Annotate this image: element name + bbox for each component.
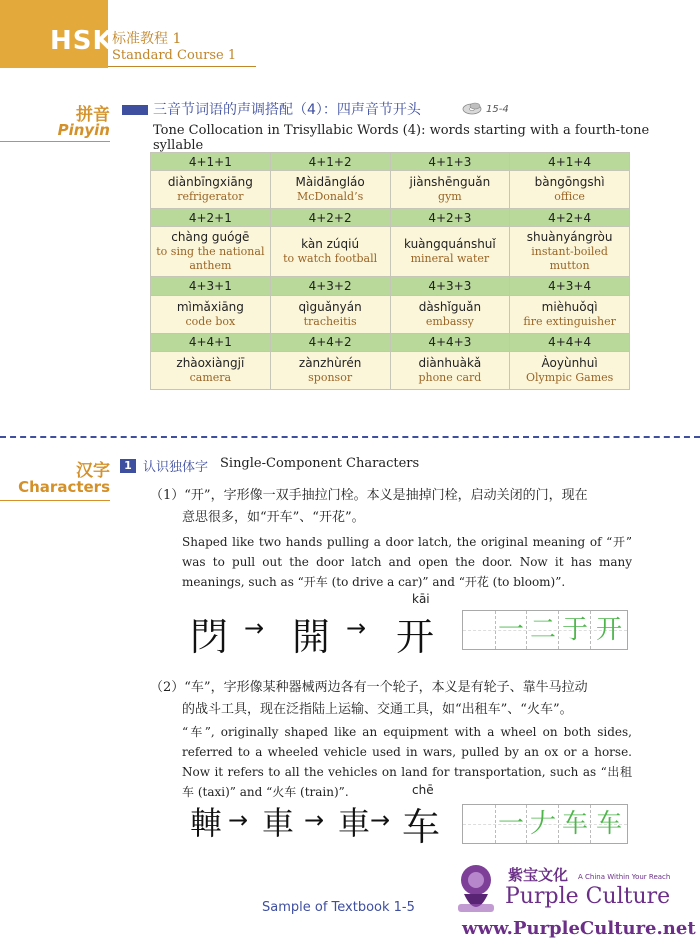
word-english: Olympic Games — [525, 370, 614, 384]
word-english: camera — [189, 370, 232, 384]
word-pinyin: jiànshēnguǎn — [409, 175, 491, 190]
header-title-en: Standard Course 1 — [112, 48, 237, 63]
word-cell — [510, 351, 630, 389]
stroke-step: 于 — [560, 611, 591, 649]
pinyin-title-cn: 三音节词语的声调搭配（4）：四声音节开头 — [153, 102, 421, 118]
word-pinyin: chàng guógē — [171, 230, 250, 245]
word-cell — [510, 227, 630, 277]
char-explanation-en: Shaped like two hands pulling a door latch, the original meaning of “开” was to pull out the door latch and open the door. Now it has many meanings, such as “开车 (to drive a car)” and “开花 (to bloom)”. — [182, 535, 632, 589]
cn-line: 意思很多，如“开车”、“开花”。 — [182, 510, 365, 525]
pinyin-label-cn: 拼音 — [76, 105, 110, 125]
word-cell — [270, 351, 390, 389]
header-title-cn: 标准教程 1 — [112, 31, 182, 47]
word-english: gym — [438, 190, 462, 204]
word-cell — [151, 351, 271, 389]
logo-name: Purple Culture — [505, 884, 671, 909]
tone-pattern: 4+4+1 — [151, 333, 271, 351]
char-traditional-form: 開 — [292, 615, 331, 659]
char-explanation-en: “车”, originally shaped like an equipment with a wheel on both sides, referred to a wheeled vehicle used in wars, pulled by an ox or a horse. Now it refers to all the vehicles on land for transportation, such as “出租车 (taxi)” and “火车 (train)”. — [182, 725, 632, 799]
cn-line: （2）“车”，字形像某种器械两边各有一个轮子，本义是有轮子、靠牛马拉动 — [150, 680, 588, 695]
word-english: fire extinguisher — [523, 314, 616, 328]
tone-pattern: 4+2+1 — [151, 209, 271, 227]
table-row — [151, 171, 630, 209]
table-header-row — [151, 333, 630, 351]
char-pinyin: chē — [412, 783, 434, 797]
word-cell — [510, 295, 630, 333]
logo-url-link[interactable]: www.PurpleCulture.net — [462, 918, 696, 939]
word-pinyin: mièhuǒqì — [541, 299, 598, 314]
word-english: McDonald’s — [297, 190, 364, 204]
pinyin-title-en: Tone Collocation in Trisyllabic Words (4): words starting with a fourth-tone syllable — [153, 123, 650, 153]
char-pinyin: kāi — [412, 592, 430, 606]
stroke-step: 一 — [496, 611, 527, 649]
word-cell — [270, 227, 390, 277]
char-oracle-form: 䡛 — [190, 804, 223, 842]
sample-caption: Sample of Textbook 1-5 — [262, 900, 415, 915]
word-english: phone card — [418, 370, 482, 384]
pinyin-label-rule — [0, 141, 110, 142]
word-cell — [510, 171, 630, 209]
stroke-step: 𠂇 — [528, 805, 559, 843]
section-marker-bar — [122, 105, 148, 115]
word-english: refrigerator — [177, 190, 244, 204]
word-cell — [390, 295, 510, 333]
word-english: instant-boiled mutton — [531, 245, 608, 273]
word-cell — [390, 171, 510, 209]
word-pinyin: dàshǐguǎn — [418, 299, 482, 314]
word-cell — [390, 351, 510, 389]
word-cell — [151, 227, 271, 277]
char-ancient-form: 閁 — [190, 615, 229, 659]
word-cell — [270, 295, 390, 333]
char-explanation-cn — [150, 485, 640, 529]
word-pinyin: diànhuàkǎ — [418, 355, 482, 370]
word-pinyin: mìmǎxiāng — [176, 299, 244, 314]
word-english: to sing the national anthem — [156, 245, 265, 273]
word-pinyin: Àoyùnhuì — [541, 355, 598, 370]
tone-pattern: 4+3+2 — [270, 277, 390, 295]
char-bronze-form: 車 — [262, 804, 295, 842]
stroke-step: 车 — [560, 805, 591, 843]
table-row — [151, 295, 630, 333]
tone-collocation-table — [150, 152, 630, 390]
word-cell — [390, 227, 510, 277]
word-pinyin: Màidāngláo — [295, 175, 365, 190]
tone-pattern: 4+1+1 — [151, 153, 271, 171]
stroke-order-grid — [462, 804, 628, 844]
word-pinyin: bàngōngshì — [534, 175, 605, 190]
logo-tagline: A China Within Your Reach — [578, 873, 671, 881]
table-header-row — [151, 153, 630, 171]
word-english: tracheitis — [303, 314, 357, 328]
cn-line: （1）“开”，字形像一双手抽拉门栓。本义是抽掉门栓，启动关闭的门，现在 — [150, 488, 588, 503]
characters-title-cn: 认识独体字 — [143, 460, 209, 475]
audio-track-number: 15-4 — [486, 104, 509, 115]
table-row — [151, 227, 630, 277]
word-cell — [270, 171, 390, 209]
evolution-arrow-icon: → — [228, 806, 249, 834]
section-number-badge: 1 — [120, 459, 136, 473]
evolution-arrow-icon: → — [346, 614, 367, 642]
tone-pattern: 4+4+3 — [390, 333, 510, 351]
section-divider — [0, 436, 700, 438]
stroke-order-grid — [462, 610, 628, 650]
purple-culture-logo-icon[interactable] — [454, 860, 498, 916]
tone-pattern: 4+2+2 — [270, 209, 390, 227]
tone-pattern: 4+3+3 — [390, 277, 510, 295]
char-modern-form: 车 — [402, 805, 441, 849]
word-pinyin: shuànyángròu — [526, 230, 613, 245]
word-pinyin: kuàngquánshuǐ — [404, 237, 496, 252]
word-pinyin: diànbīngxiāng — [167, 175, 253, 190]
tone-pattern: 4+4+2 — [270, 333, 390, 351]
evolution-arrow-icon: → — [244, 614, 265, 642]
hsk-badge: HSK — [50, 26, 114, 56]
word-english: office — [554, 190, 585, 204]
stroke-pad — [463, 805, 496, 843]
pinyin-label-en: Pinyin — [57, 121, 110, 139]
stroke-step: 二 — [528, 611, 559, 649]
table-row — [151, 351, 630, 389]
stroke-step: 一 — [496, 805, 527, 843]
characters-title-en: Single-Component Characters — [220, 456, 420, 471]
word-pinyin: zhàoxiàngjī — [176, 355, 245, 370]
characters-label-cn: 汉字 — [76, 461, 110, 481]
tone-pattern: 4+1+4 — [510, 153, 630, 171]
tone-pattern: 4+1+2 — [270, 153, 390, 171]
stroke-pad — [463, 611, 496, 649]
tone-pattern: 4+1+3 — [390, 153, 510, 171]
char-modern-form: 开 — [396, 615, 435, 659]
tone-pattern: 4+2+3 — [390, 209, 510, 227]
cn-line: 的战斗工具，现在泛指陆上运输、交通工具，如“出租车”、“火车”。 — [182, 702, 573, 717]
word-english: to watch football — [283, 252, 378, 266]
tone-pattern: 4+3+4 — [510, 277, 630, 295]
char-explanation-cn — [150, 677, 640, 721]
char-traditional-form: 車 — [338, 804, 371, 842]
stroke-step: 车 — [595, 809, 622, 839]
word-english: sponsor — [308, 370, 353, 384]
evolution-arrow-icon: → — [304, 806, 325, 834]
word-pinyin: kàn zúqiú — [301, 237, 360, 252]
characters-label-en: Characters — [18, 478, 110, 496]
tone-pattern: 4+4+4 — [510, 333, 630, 351]
word-cell — [151, 171, 271, 209]
word-pinyin: zànzhùrén — [298, 355, 362, 370]
word-cell — [151, 295, 271, 333]
stroke-step: 开 — [595, 615, 622, 645]
word-pinyin: qìguǎnyán — [298, 299, 362, 314]
table-header-row — [151, 209, 630, 227]
logo-cn-text: 紫宝文化 — [508, 866, 569, 884]
word-english: mineral water — [410, 252, 490, 266]
tone-pattern: 4+2+4 — [510, 209, 630, 227]
tone-pattern: 4+3+1 — [151, 277, 271, 295]
word-english: code box — [185, 314, 236, 328]
header-underline — [108, 66, 256, 67]
evolution-arrow-icon: → — [370, 806, 391, 834]
word-english: embassy — [425, 314, 474, 328]
table-header-row — [151, 277, 630, 295]
characters-label-rule — [0, 500, 110, 501]
audio-cd-icon[interactable] — [462, 101, 482, 115]
